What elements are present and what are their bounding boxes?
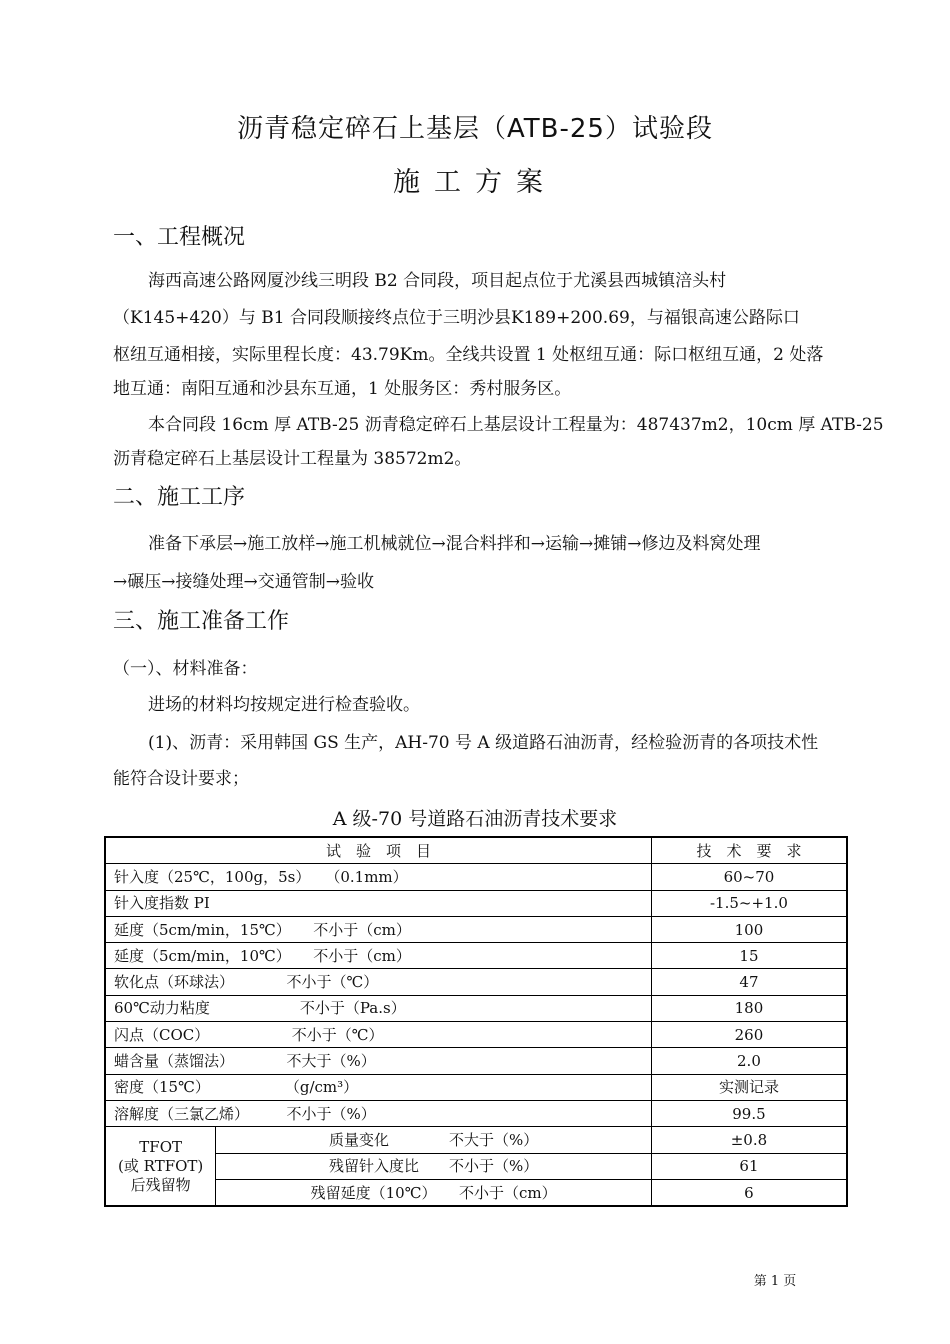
table-row: [105, 1179, 847, 1206]
document-subtitle: 施工方案: [393, 167, 557, 198]
table-row: [105, 1074, 847, 1100]
item-cell: 针入度（25℃，100g，5s） （0.1mm）: [105, 864, 651, 890]
paragraph-line: 进场的材料均按规定进行检查验收。: [148, 695, 420, 715]
section-heading-process: 二、施工工序: [113, 485, 246, 510]
value-cell: 180: [651, 995, 847, 1021]
paragraph-line: 地互通：南阳互通和沙县东互通，1 处服务区：秀村服务区。: [113, 379, 572, 399]
paragraph-line: 沥青稳定碎石上基层设计工程量为 38572m2。: [113, 449, 472, 469]
value-cell: -1.5~+1.0: [651, 890, 847, 916]
page-footer: [0, 1270, 950, 1289]
table-row: [105, 995, 847, 1021]
page-number: 第 1 页: [753, 1274, 797, 1289]
item-cell: 残留延度（10℃） 不小于（cm）: [216, 1179, 652, 1206]
table-row: [105, 1153, 847, 1179]
item-cell: 闪点（COC） 不小于（℃）: [105, 1022, 651, 1048]
table-row: [105, 969, 847, 995]
item-cell: 延度（5cm/min，15℃） 不小于（cm）: [105, 916, 651, 942]
value-cell: 260: [651, 1022, 847, 1048]
table-row: [105, 1100, 847, 1126]
item-cell: 延度（5cm/min，10℃） 不小于（cm）: [105, 943, 651, 969]
item-cell: 软化点（环球法） 不小于（℃）: [105, 969, 651, 995]
section-heading-preparation: 三、施工准备工作: [113, 609, 290, 634]
header-requirement-cell: 技 术 要 求: [651, 837, 847, 864]
section-heading-overview: 一、工程概况: [113, 225, 246, 250]
value-cell: 实测记录: [651, 1074, 847, 1100]
table-row: [105, 1127, 847, 1153]
asphalt-spec-table: [104, 836, 848, 1207]
paragraph-line: 能符合设计要求；: [113, 769, 249, 789]
item-cell: 溶解度（三氯乙烯） 不小于（%）: [105, 1100, 651, 1126]
paragraph-line: (1)、沥青：采用韩国 GS 生产，AH-70 号 A 级道路石油沥青，经检验沥青的各项技术性: [148, 733, 819, 753]
table-title: A 级-70 号道路石油沥青技术要求: [332, 808, 618, 830]
value-cell: 100: [651, 916, 847, 942]
group-label-line: (或 RTFOT): [118, 1156, 204, 1175]
value-cell: 61: [651, 1153, 847, 1179]
value-cell: 47: [651, 969, 847, 995]
subsection-heading: （一）、材料准备：: [113, 659, 258, 679]
table-row: [105, 1048, 847, 1074]
paragraph-line: （K145+420）与 B1 合同段顺接终点位于三明沙县K189+200.69，与福银高速公路际口: [113, 308, 800, 328]
table-row: [105, 1022, 847, 1048]
paragraph-line: →碾压→接缝处理→交通管制→验收: [113, 572, 374, 592]
table-row: [105, 864, 847, 890]
paragraph-line: 海西高速公路网厦沙线三明段 B2 合同段，项目起点位于尤溪县西城镇涪头村: [148, 271, 727, 291]
group-label-line: TFOT: [139, 1137, 183, 1156]
table-header-row: [105, 837, 847, 864]
table-row: [105, 943, 847, 969]
item-cell: 蜡含量（蒸馏法） 不大于（%）: [105, 1048, 651, 1074]
item-cell: 质量变化 不大于（%）: [216, 1127, 652, 1153]
value-cell: 6: [651, 1179, 847, 1206]
table-row: [105, 890, 847, 916]
value-cell: 60~70: [651, 864, 847, 890]
item-cell: 残留针入度比 不小于（%）: [216, 1153, 652, 1179]
paragraph-line: 准备下承层→施工放样→施工机械就位→混合料拌和→运输→摊铺→修边及料窝处理: [148, 534, 761, 554]
value-cell: 2.0: [651, 1048, 847, 1074]
item-cell: 针入度指数 PI: [105, 890, 651, 916]
value-cell: 15: [651, 943, 847, 969]
value-cell: 99.5: [651, 1100, 847, 1126]
table-row: [105, 916, 847, 942]
paragraph-line: 本合同段 16cm 厚 ATB-25 沥青稳定碎石上基层设计工程量为：487437m2，10cm 厚 ATB-25: [148, 415, 884, 435]
paragraph-line: 枢纽互通相接，实际里程长度：43.79Km。全线共设置 1 处枢纽互通：际口枢纽互通，2 处落: [113, 345, 824, 365]
tfot-group-label: [105, 1127, 216, 1206]
item-cell: 密度（15℃） （g/cm³）: [105, 1074, 651, 1100]
group-label-line: 后残留物: [130, 1175, 191, 1194]
item-cell: 60℃动力粘度 不小于（Pa.s）: [105, 995, 651, 1021]
header-item-cell: 试 验 项 目: [105, 837, 651, 864]
document-title: 沥青稳定碎石上基层（ATB-25）试验段: [237, 114, 713, 144]
value-cell: ±0.8: [651, 1127, 847, 1153]
